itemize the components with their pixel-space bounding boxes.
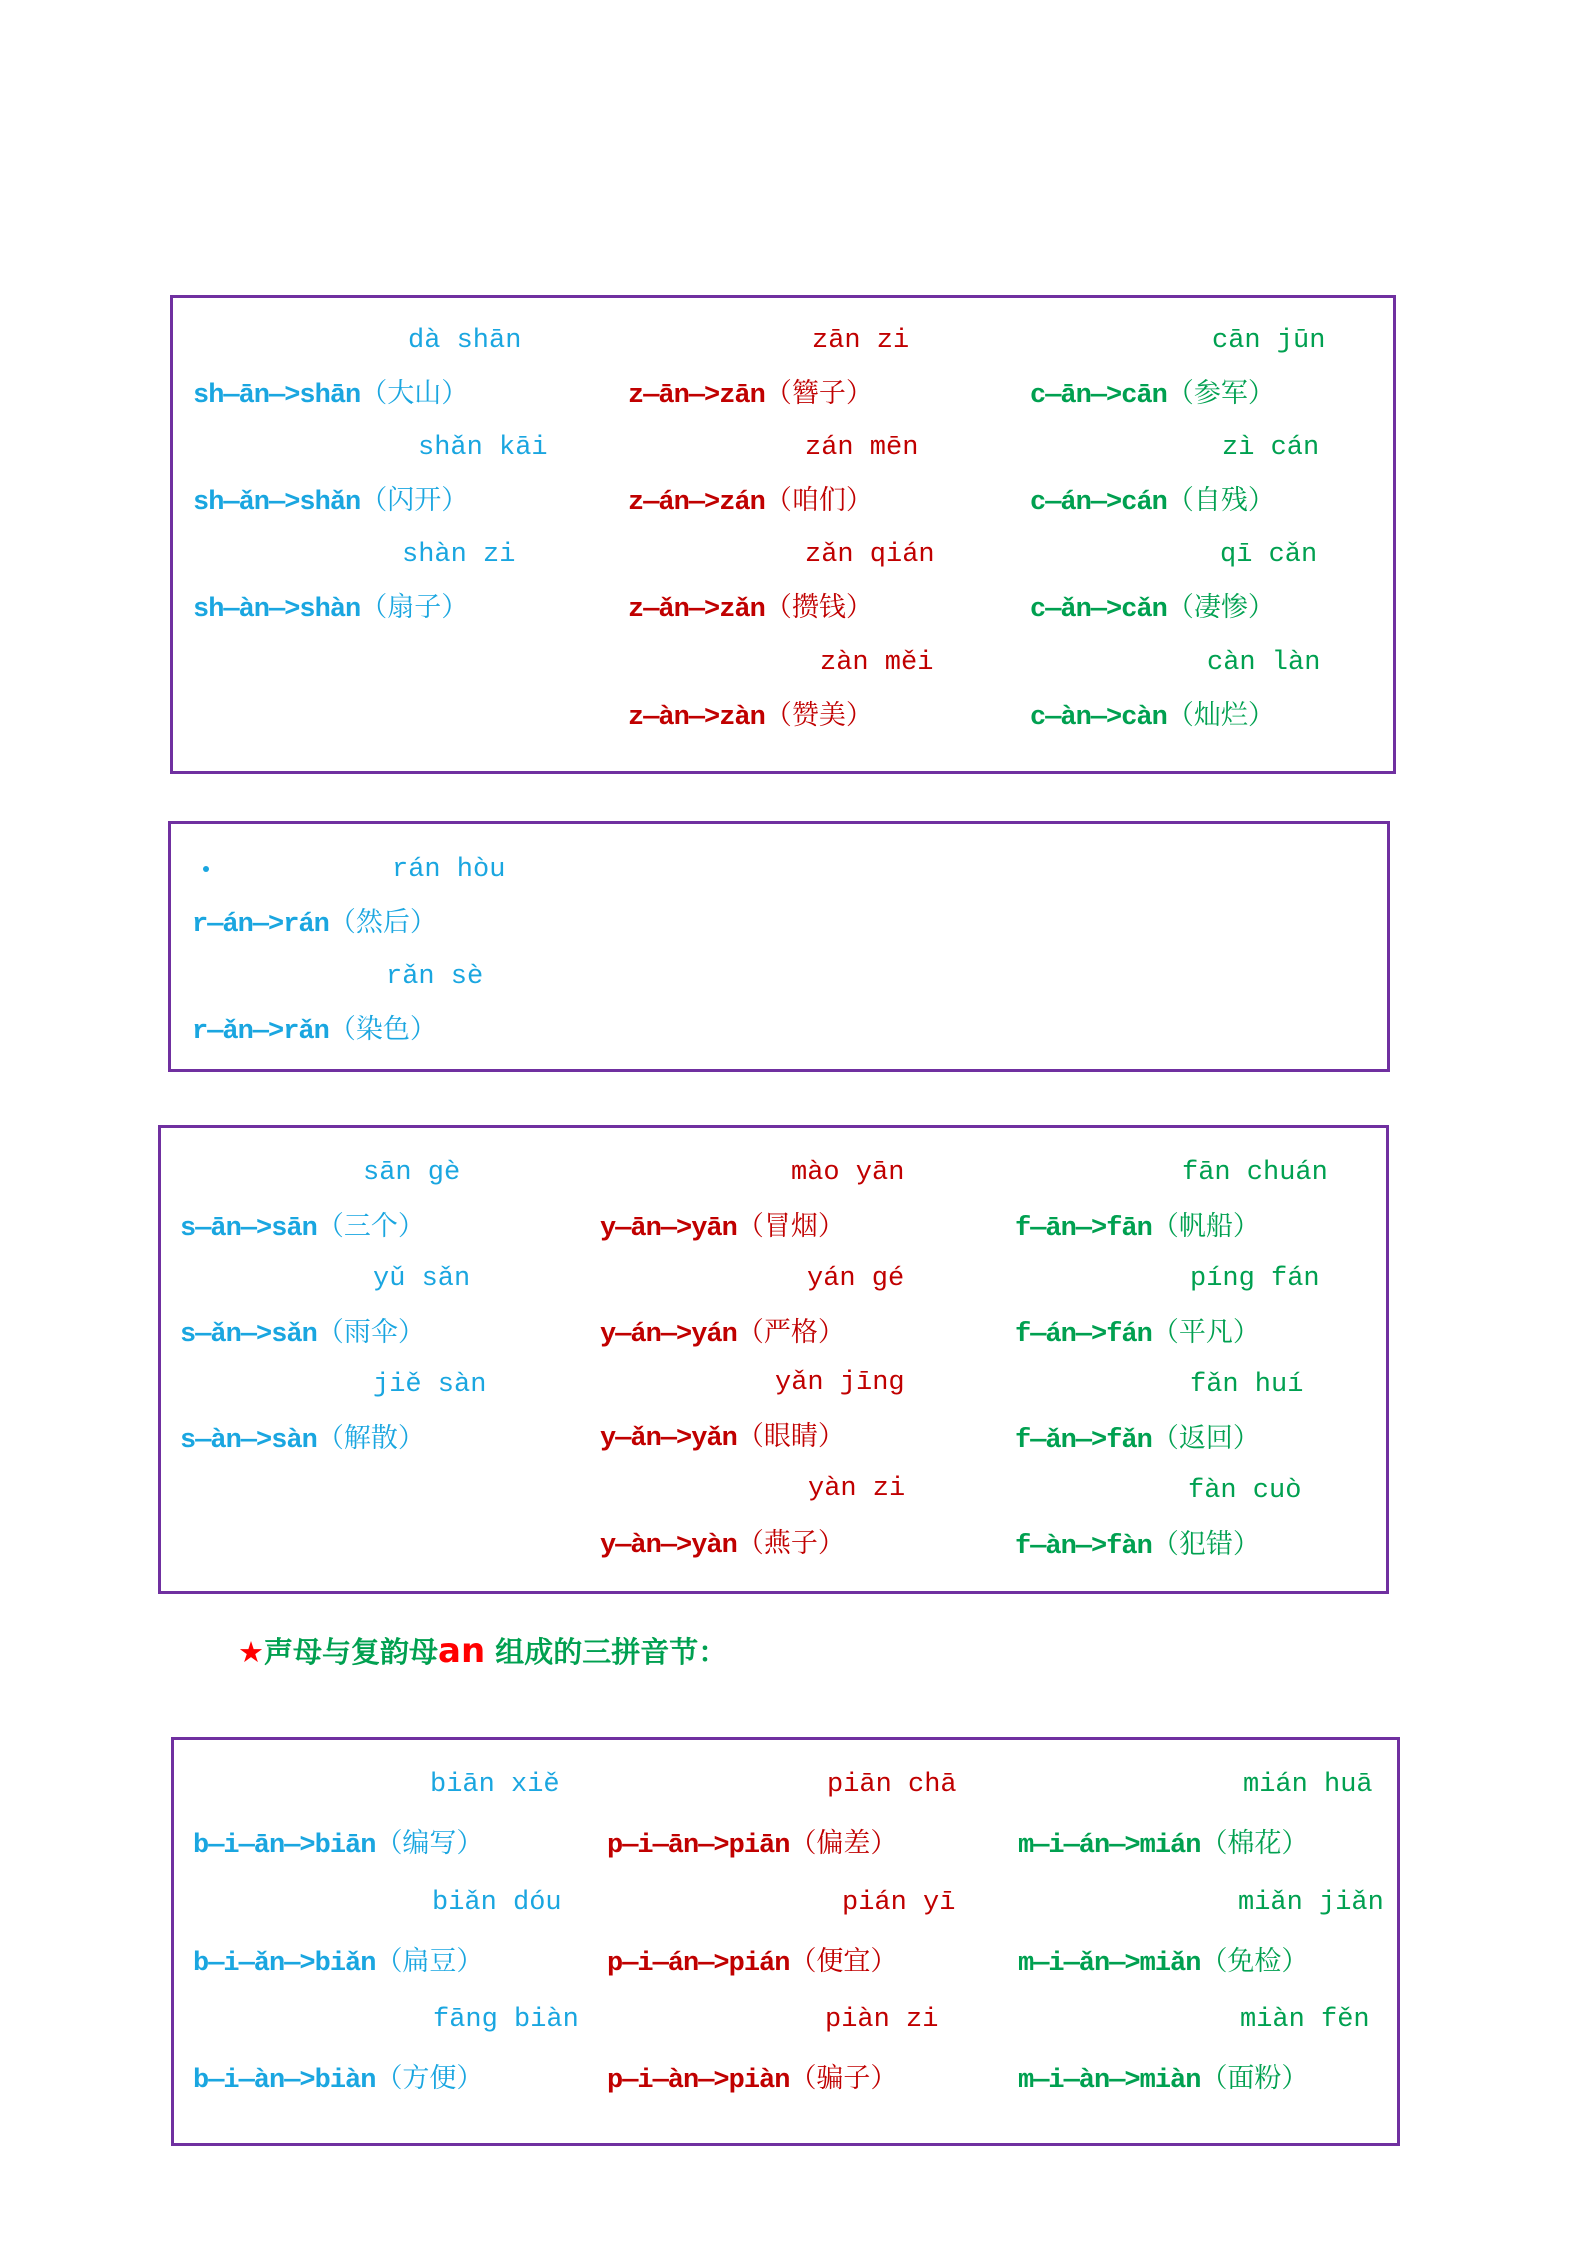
pinyin-label: fāng biàn: [433, 2005, 579, 2035]
pinyin-label: yàn zi: [808, 1474, 906, 1504]
spelling-formula: [1018, 2061, 1308, 2098]
word-text: （雨伞）: [316, 1317, 425, 1348]
formula-text: z—án—>zán: [628, 488, 765, 518]
formula-text: b—i—ān—>biān: [193, 1831, 376, 1861]
spelling-formula: [628, 590, 873, 627]
word-text: （参军）: [1166, 378, 1275, 409]
formula-text: s—àn—>sàn: [180, 1426, 317, 1456]
spelling-formula: [1015, 1209, 1260, 1246]
pinyin-label: miǎn jiǎn: [1238, 1888, 1384, 1918]
formula-text: c—ān—>cān: [1030, 381, 1167, 411]
word-text: （严格）: [736, 1317, 845, 1348]
pinyin-label: zì cán: [1222, 433, 1320, 463]
spelling-formula: [1030, 483, 1275, 520]
word-text: （咱们）: [764, 485, 873, 516]
pinyin-label: cān jūn: [1212, 326, 1326, 356]
formula-text: m—i—ǎn—>miǎn: [1018, 1949, 1201, 1979]
pinyin-label: zǎn qián: [805, 540, 935, 570]
word-text: （扁豆）: [375, 1946, 484, 1977]
formula-text: m—i—àn—>miàn: [1018, 2066, 1201, 2096]
pinyin-label: shàn zi: [402, 540, 516, 570]
formula-text: c—án—>cán: [1030, 488, 1167, 518]
word-text: （赞美）: [764, 700, 873, 731]
spelling-formula: [628, 376, 873, 413]
formula-text: f—ān—>fān: [1015, 1214, 1152, 1244]
spelling-formula: [193, 2061, 483, 2098]
pinyin-label: shǎn kāi: [418, 433, 548, 463]
word-text: （解散）: [316, 1423, 425, 1454]
formula-text: sh—ān—>shān: [193, 381, 361, 411]
word-text: （凄惨）: [1166, 592, 1275, 623]
word-text: （自残）: [1166, 485, 1275, 516]
formula-text: c—ǎn—>cǎn: [1030, 595, 1167, 625]
spelling-formula: [1018, 1826, 1308, 1863]
spelling-formula: [1015, 1315, 1260, 1352]
word-text: （骗子）: [789, 2063, 898, 2094]
bullet-dot: [203, 866, 209, 872]
word-text: （方便）: [375, 2063, 484, 2094]
formula-text: r—ǎn—>rǎn: [192, 1017, 329, 1047]
formula-text: c—àn—>càn: [1030, 703, 1167, 733]
pinyin-label: rǎn sè: [386, 962, 484, 992]
spelling-formula: [193, 483, 468, 520]
pinyin-label: zàn měi: [820, 648, 934, 678]
heading-suffix: 组成的三拼音节：: [485, 1635, 728, 1669]
word-text: （三个）: [316, 1211, 425, 1242]
word-text: （棉花）: [1200, 1828, 1309, 1859]
spelling-formula: [1015, 1527, 1260, 1564]
pinyin-label: miàn fěn: [1240, 2005, 1370, 2035]
spelling-formula: [180, 1315, 425, 1352]
pinyin-label: rán hòu: [392, 855, 506, 885]
formula-text: p—i—án—>pián: [607, 1949, 790, 1979]
word-text: （免检）: [1200, 1946, 1309, 1977]
pinyin-label: fǎn huí: [1190, 1370, 1304, 1400]
formula-text: f—ǎn—>fǎn: [1015, 1426, 1152, 1456]
formula-text: y—àn—>yàn: [600, 1531, 737, 1561]
word-text: （面粉）: [1200, 2063, 1309, 2094]
star-icon: ★: [238, 1635, 264, 1669]
word-text: （编写）: [375, 1828, 484, 1859]
word-text: （簪子）: [764, 378, 873, 409]
pinyin-label: jiě sàn: [373, 1370, 487, 1400]
formula-text: z—ǎn—>zǎn: [628, 595, 765, 625]
formula-text: sh—ǎn—>shǎn: [193, 488, 361, 518]
spelling-formula: [192, 1012, 437, 1049]
pinyin-label: càn làn: [1207, 648, 1321, 678]
spelling-formula: [1015, 1421, 1260, 1458]
spelling-formula: [193, 590, 468, 627]
pinyin-label: sān gè: [363, 1158, 461, 1188]
pinyin-label: dà shān: [408, 326, 522, 356]
spelling-formula: [1030, 376, 1275, 413]
spelling-formula: [600, 1419, 845, 1456]
spelling-formula: [628, 483, 873, 520]
pinyin-label: piàn zi: [825, 2005, 939, 2035]
pinyin-label: zán mēn: [805, 433, 919, 463]
spelling-formula: [1018, 1944, 1308, 1981]
formula-text: b—i—àn—>biàn: [193, 2066, 376, 2096]
word-text: （帆船）: [1151, 1211, 1260, 1242]
word-text: （返回）: [1151, 1423, 1260, 1454]
pinyin-label: mào yān: [791, 1158, 905, 1188]
spelling-formula: [1030, 590, 1275, 627]
formula-text: f—án—>fán: [1015, 1320, 1152, 1350]
word-text: （大山）: [360, 378, 469, 409]
spelling-formula: [600, 1526, 845, 1563]
spelling-formula: [180, 1421, 425, 1458]
pinyin-label: yǔ sǎn: [373, 1264, 471, 1294]
spelling-formula: [192, 905, 437, 942]
formula-text: p—i—ān—>piān: [607, 1831, 790, 1861]
spelling-formula: [180, 1209, 425, 1246]
pinyin-label: yán gé: [807, 1264, 905, 1294]
heading-highlight: an: [438, 1631, 486, 1671]
formula-text: p—i—àn—>piàn: [607, 2066, 790, 2096]
spelling-formula: [607, 1944, 897, 1981]
word-text: （扇子）: [360, 592, 469, 623]
card-s-y-f-an: [158, 1125, 1389, 1594]
formula-text: y—án—>yán: [600, 1320, 737, 1350]
word-text: （攒钱）: [764, 592, 873, 623]
formula-text: s—ǎn—>sǎn: [180, 1320, 317, 1350]
formula-text: m—i—án—>mián: [1018, 1831, 1201, 1861]
heading-prefix: 声母与复韵母: [264, 1635, 439, 1669]
spelling-formula: [607, 2061, 897, 2098]
spelling-formula: [607, 1826, 897, 1863]
formula-text: y—ǎn—>yǎn: [600, 1424, 737, 1454]
formula-text: f—àn—>fàn: [1015, 1532, 1152, 1562]
word-text: （灿烂）: [1166, 700, 1275, 731]
formula-text: b—i—ǎn—>biǎn: [193, 1949, 376, 1979]
word-text: （平凡）: [1151, 1317, 1260, 1348]
pinyin-label: biān xiě: [430, 1770, 560, 1800]
pinyin-label: piān chā: [827, 1770, 957, 1800]
formula-text: y—ān—>yān: [600, 1214, 737, 1244]
word-text: （然后）: [328, 907, 437, 938]
word-text: （眼睛）: [736, 1421, 845, 1452]
word-text: （闪开）: [360, 485, 469, 516]
word-text: （燕子）: [736, 1528, 845, 1559]
formula-text: s—ān—>sān: [180, 1214, 317, 1244]
pinyin-label: qī cǎn: [1220, 540, 1318, 570]
word-text: （偏差）: [789, 1828, 898, 1859]
spelling-formula: [600, 1315, 845, 1352]
word-text: （犯错）: [1151, 1529, 1260, 1560]
spelling-formula: [193, 1826, 483, 1863]
formula-text: z—ān—>zān: [628, 381, 765, 411]
pinyin-label: fān chuán: [1182, 1158, 1328, 1188]
pinyin-label: zān zi: [812, 326, 910, 356]
pinyin-label: yǎn jīng: [775, 1368, 905, 1398]
section-heading: [238, 1633, 727, 1670]
pinyin-label: pián yī: [842, 1888, 956, 1918]
word-text: （冒烟）: [736, 1211, 845, 1242]
pinyin-label: mián huā: [1243, 1770, 1373, 1800]
spelling-formula: [193, 376, 468, 413]
spelling-formula: [628, 698, 873, 735]
spelling-formula: [600, 1209, 845, 1246]
pinyin-label: biǎn dóu: [432, 1888, 562, 1918]
pinyin-label: píng fán: [1190, 1264, 1320, 1294]
formula-text: r—án—>rán: [192, 910, 329, 940]
formula-text: z—àn—>zàn: [628, 703, 765, 733]
spelling-formula: [193, 1944, 483, 1981]
formula-text: sh—àn—>shàn: [193, 595, 361, 625]
word-text: （便宜）: [789, 1946, 898, 1977]
word-text: （染色）: [328, 1014, 437, 1045]
spelling-formula: [1030, 698, 1275, 735]
pinyin-label: fàn cuò: [1188, 1476, 1302, 1506]
